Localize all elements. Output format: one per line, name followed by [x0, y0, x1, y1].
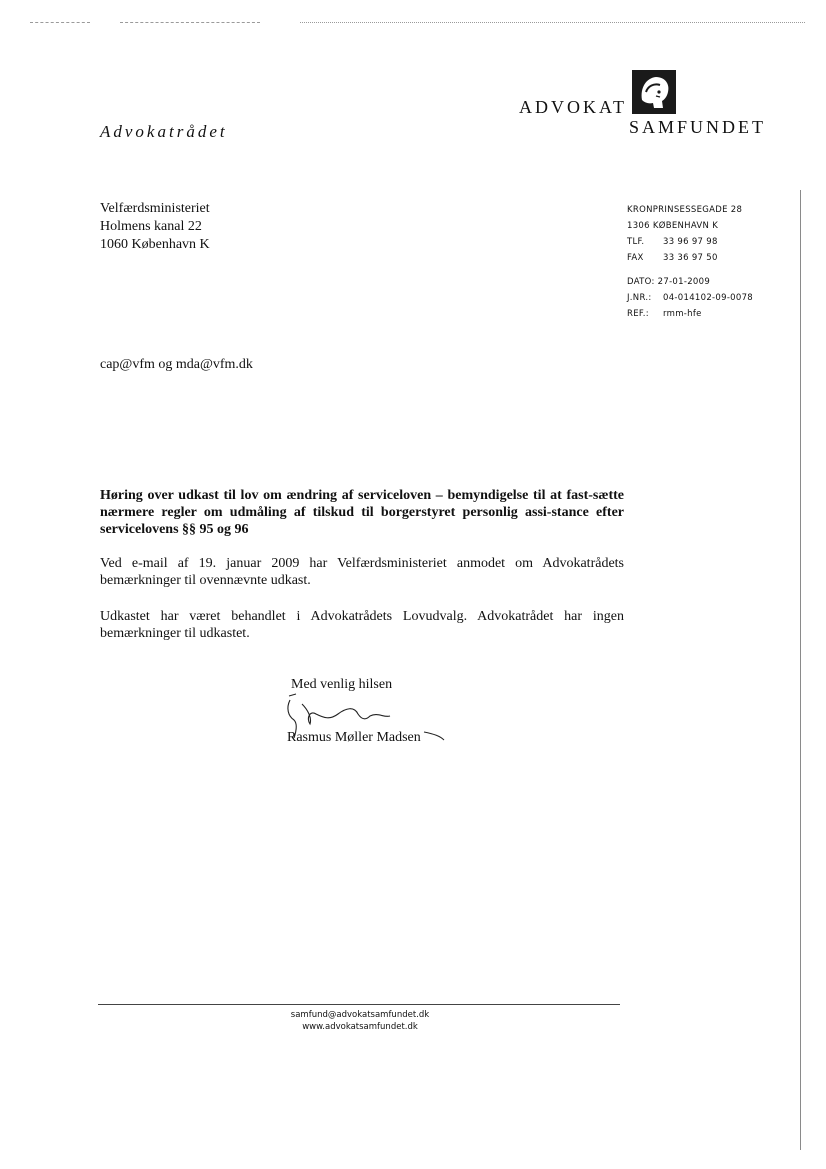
signer-name: Rasmus Møller Madsen — [287, 730, 421, 745]
phone-label: TLF. — [627, 237, 645, 247]
sender-phone — [627, 234, 753, 250]
phone-value: 33 96 97 98 — [663, 237, 718, 247]
footer — [260, 1009, 460, 1033]
recipient-street: Holmens kanal 22 — [100, 219, 202, 234]
sender-fax — [627, 250, 753, 266]
fax-label: FAX — [627, 253, 644, 263]
page-edge-line — [800, 190, 801, 1150]
closing-greeting: Med venlig hilsen — [291, 677, 393, 692]
reference — [627, 306, 753, 322]
letter-date: DATO: 27-01-2009 — [627, 277, 711, 287]
footer-email: samfund@advokatsamfundet.dk — [290, 1010, 430, 1020]
council-name: Advokatrådet — [100, 122, 228, 141]
logo-word-samfundet: SAMFUNDET — [629, 117, 767, 137]
recipient-emails: cap@vfm og mda@vfm.dk — [100, 357, 253, 372]
helmeted-head-emblem-icon — [632, 70, 676, 114]
footer-website: www.advokatsamfundet.dk — [302, 1022, 418, 1032]
footer-divider — [98, 1004, 620, 1005]
scan-artifact-line — [30, 22, 90, 23]
ref-label: REF.: — [627, 309, 649, 319]
jnr-label: J.NR.: — [627, 293, 652, 303]
recipient-city: 1060 København K — [100, 237, 210, 252]
recipient-name: Velfærdsministeriet — [100, 201, 210, 216]
fax-value: 33 36 97 50 — [663, 253, 718, 263]
scan-artifact-line — [300, 22, 805, 23]
jnr-value: 04-014102-09-0078 — [663, 293, 754, 303]
journal-number — [627, 290, 753, 306]
sender-city: 1306 KØBENHAVN K — [627, 221, 719, 231]
recipient-address — [100, 200, 210, 254]
sender-street: KRONPRINSESSEGADE 28 — [627, 205, 743, 215]
letter-subject: Høring over udkast til lov om ændring af serviceloven – bemyndigelse til at fast-sætte nærmere regler om udmåling af tilskud til borgerstyret personlig assi-stance efter servicelovens §§ 95 og 96 — [100, 488, 624, 537]
ref-value: rmm-hfe — [663, 309, 702, 319]
body-paragraph: Ved e-mail af 19. januar 2009 har Velfærdsministeriet anmodet om Advokatrådets bemærkninger til ovennævnte udkast. — [100, 556, 624, 588]
sender-info — [627, 202, 753, 322]
body-paragraph: Udkastet har været behandlet i Advokatrådets Lovudvalg. Advokatrådet har ingen bemærkninger til udkastet. — [100, 609, 624, 641]
logo-word-advokat: ADVOKAT — [519, 97, 627, 117]
scan-artifact-line — [120, 22, 260, 23]
